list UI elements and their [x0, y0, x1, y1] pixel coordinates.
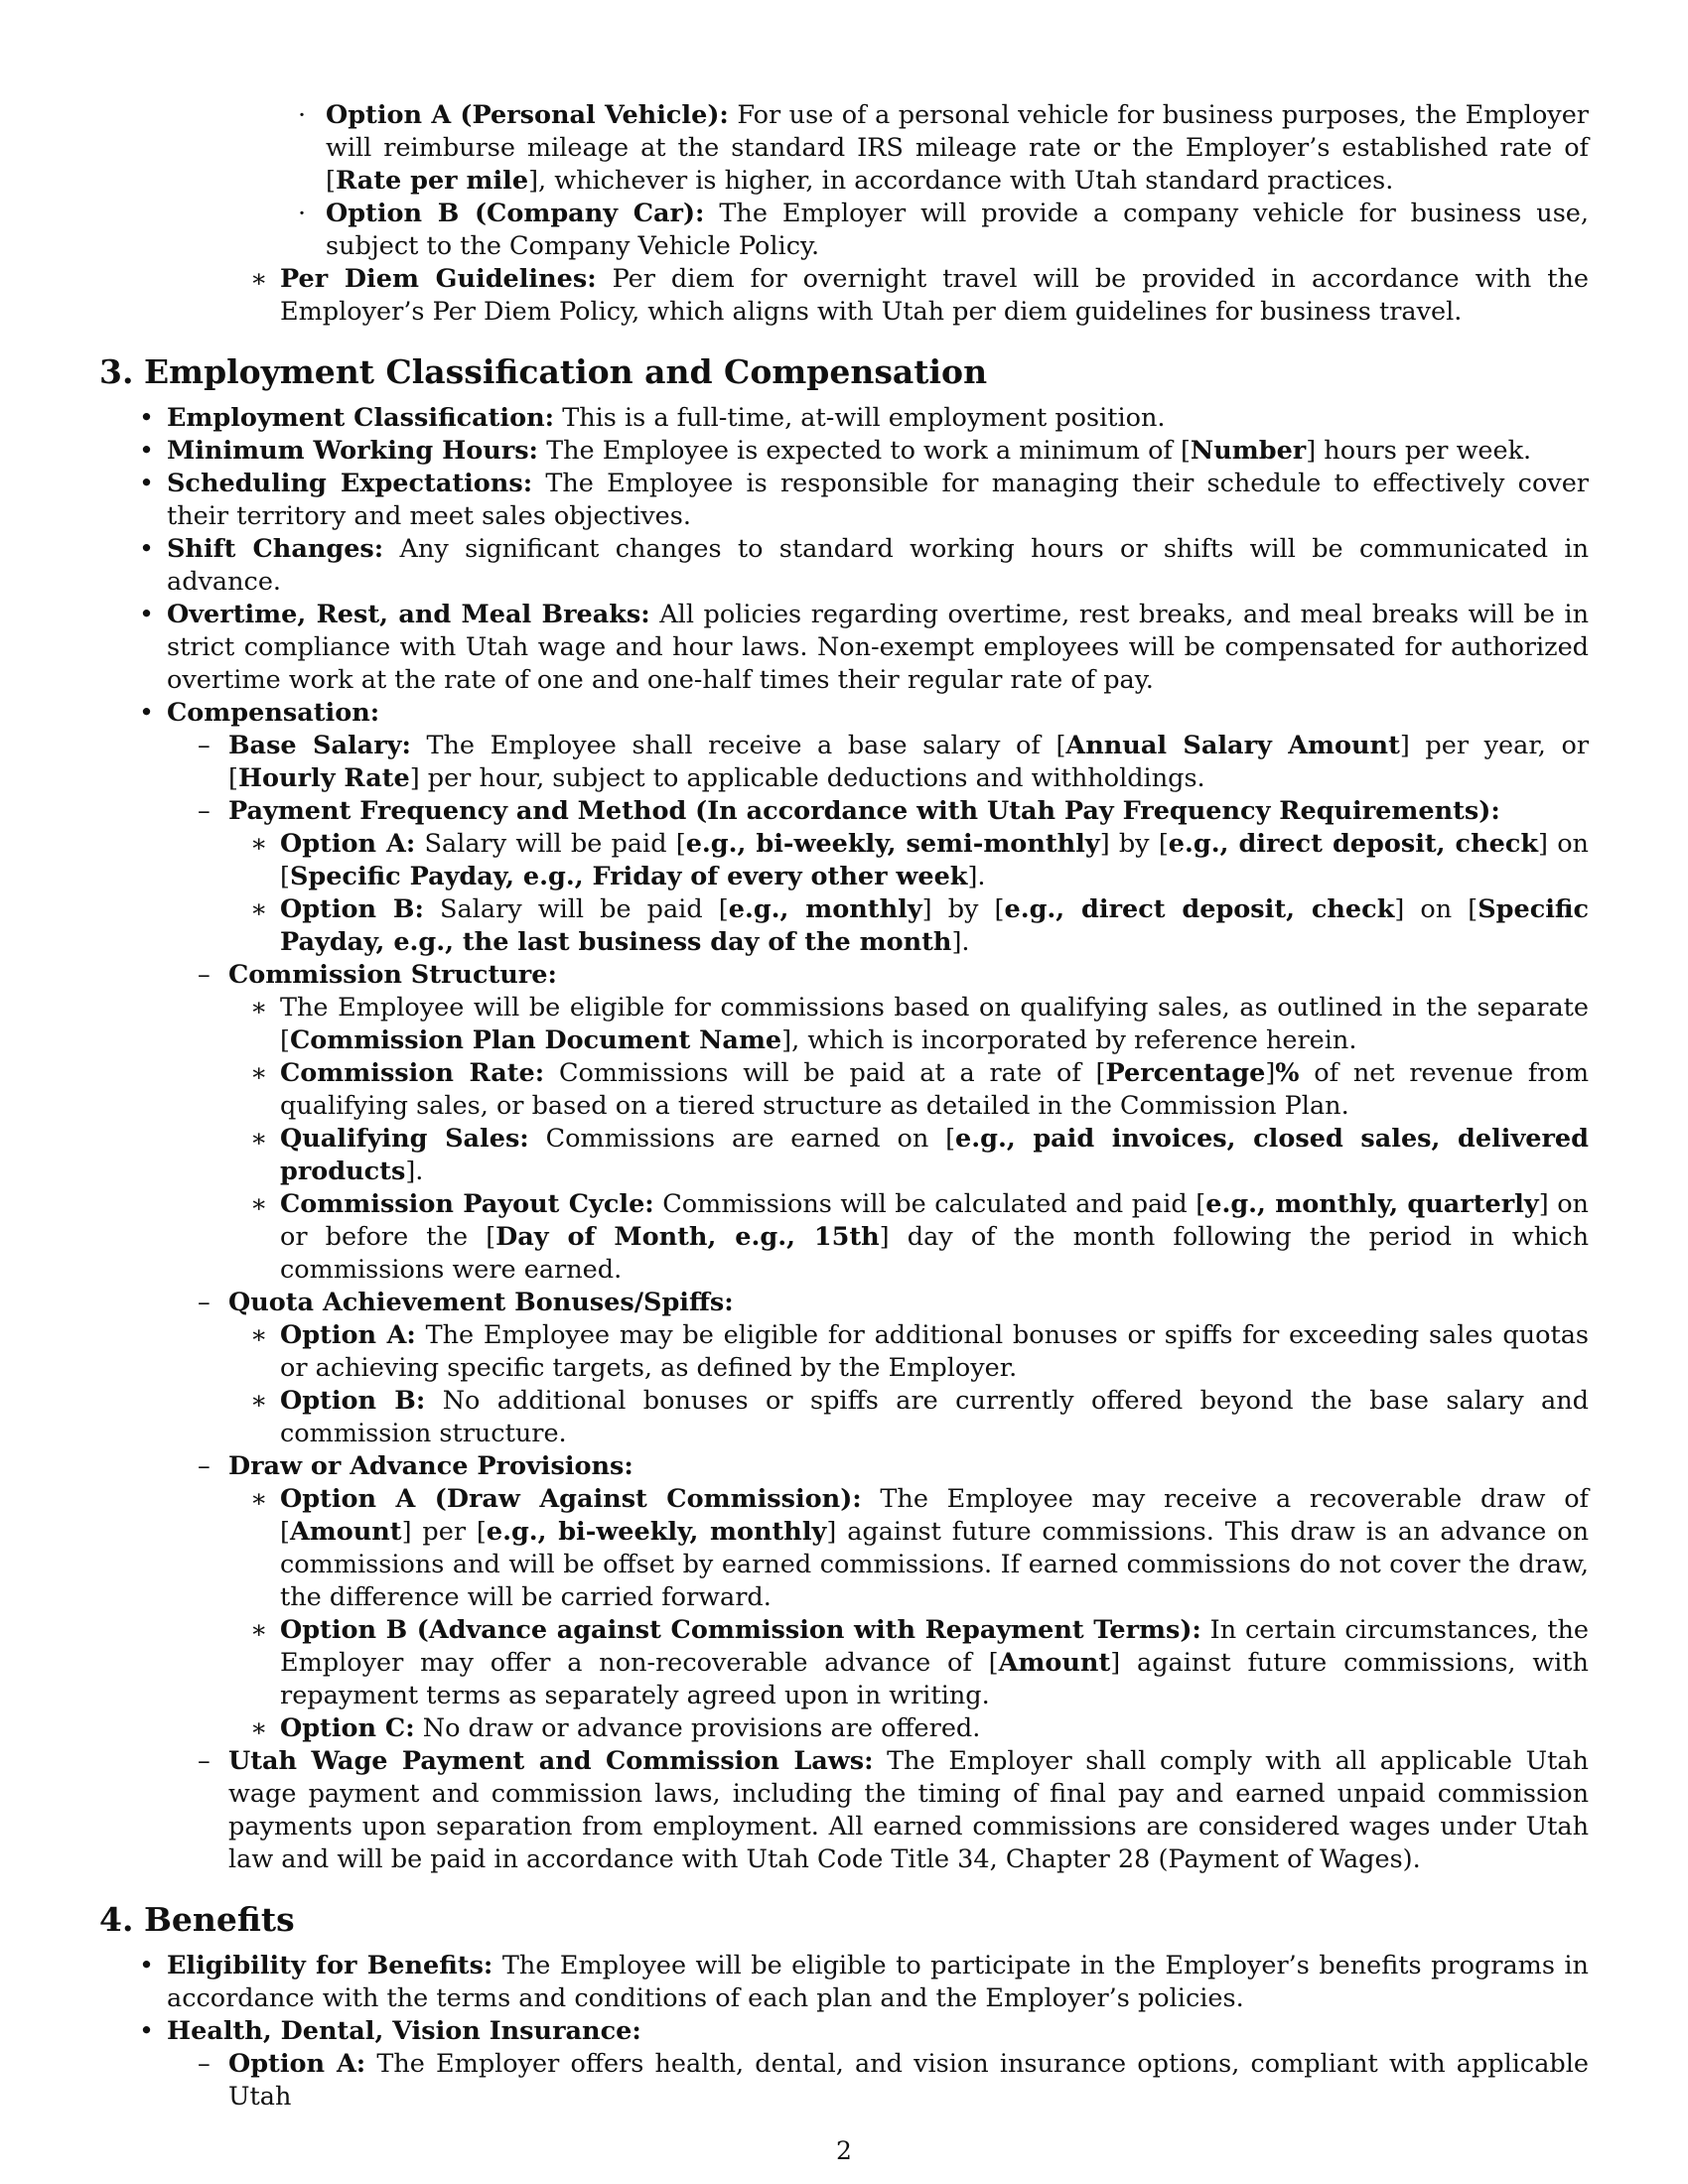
list-marker: • [139, 469, 155, 498]
body-text: Commissions are earned on [ [528, 1124, 956, 1154]
bold-text: e.g., paid invoices, closed sales, delivered products [280, 1124, 1589, 1186]
list-item [198, 1287, 1589, 1319]
list-marker: • [139, 2016, 155, 2046]
bold-text: e.g., direct deposit, check [1004, 894, 1395, 924]
list-marker: – [198, 1288, 211, 1317]
bold-text: Amount [289, 1517, 402, 1547]
section-heading [99, 352, 1589, 392]
body-text: ]. [967, 862, 986, 891]
body-text: ] on [ [1394, 894, 1478, 924]
list-item [250, 1614, 1590, 1712]
list-marker: • [139, 534, 155, 564]
list-marker: ∗ [250, 1124, 268, 1154]
body-text: For use of a personal vehicle for business purposes, the Employer will reimburse mileage at the standard IRS mileage rate or the Employer’s established rate of [ [326, 100, 1589, 196]
list-item [198, 795, 1589, 828]
bold-text: Option B: [280, 894, 424, 924]
bold-text: Overtime, Rest, and Meal Breaks: [167, 600, 650, 629]
body-text: All policies regarding overtime, rest breaks, and meal breaks will be in strict compliance with Utah wage and hour laws. Non-exempt employees will be compensated for authorized overtime work at the rate of one and one-half times their regular rate of pay. [167, 600, 1589, 695]
list-item [139, 2015, 1589, 2048]
list-marker: ∗ [250, 264, 268, 294]
list-marker: · [298, 199, 307, 228]
list-item [250, 828, 1589, 893]
section-number: 4. [99, 1900, 134, 1939]
body-text: The Employer offers health, dental, and vision insurance options, compliant with applicable Utah [228, 2049, 1589, 2112]
list-item [298, 99, 1589, 198]
bold-text: Option A: [280, 829, 416, 859]
bold-text: Annual Salary Amount [1065, 731, 1400, 760]
list-marker: · [298, 100, 307, 130]
body-text: ] [1265, 1058, 1276, 1088]
bold-text: Amount [998, 1648, 1111, 1678]
list-marker: – [198, 1451, 211, 1481]
list-item [139, 402, 1589, 435]
list-item [139, 468, 1589, 533]
list-marker: ∗ [250, 1615, 268, 1645]
list-item [139, 599, 1589, 697]
body-text: Per diem for overnight travel will be provided in accordance with the Employer’s Per Diem Policy, which aligns with Utah per diem guidelines for business travel. [280, 264, 1589, 327]
section-title: Employment Classification and Compensation [144, 352, 988, 391]
bold-text: Scheduling Expectations: [167, 469, 533, 498]
bold-text: Option B: [280, 1386, 426, 1416]
body-text: ] per [ [401, 1517, 487, 1547]
bold-text: Payment Frequency and Method (In accordance with Utah Pay Frequency Requirements): [228, 796, 1500, 826]
list-item [139, 435, 1589, 468]
list-item [250, 1319, 1590, 1385]
body-text: ] against future commissions. This draw is an advance on commissions and will be offset by earned commissions. If earned commissions do not cover the draw, the difference will be carried forward. [280, 1517, 1590, 1612]
list-item [250, 1123, 1589, 1188]
bold-text: e.g., monthly, quarterly [1205, 1189, 1539, 1219]
bold-text: Quota Achievement Bonuses/Spiffs: [228, 1288, 734, 1317]
body-text: Any significant changes to standard working hours or shifts will be communicated in advance. [167, 534, 1589, 597]
list-item [250, 263, 1589, 329]
body-text: The Employee is expected to work a minimum of [ [537, 436, 1191, 466]
body-text: The Employee may be eligible for additional bonuses or spiffs for exceeding sales quotas or achieving specific targets, as defined by the Employer. [280, 1320, 1590, 1383]
bold-text: Option A (Draw Against Commission): [280, 1484, 862, 1514]
body-text: The Employer shall comply with all applicable Utah wage payment and commission laws, including the timing of final pay and earned unpaid commission payments upon separation from employment. All earned commissions are considered wages under Utah law and will be paid in accordance with Utah Code Title 34, Chapter 28 (Payment of Wages). [228, 1746, 1589, 1874]
list-item [198, 959, 1589, 992]
list-marker: ∗ [250, 1189, 268, 1219]
bold-text: Hourly Rate [237, 763, 410, 793]
bold-text: e.g., monthly [728, 894, 922, 924]
list-item [298, 198, 1589, 263]
body-text: ], which is incorporated by reference herein. [781, 1025, 1357, 1055]
list-item [139, 697, 1589, 730]
body-text: ] hours per week. [1306, 436, 1532, 466]
section-heading [99, 1900, 1589, 1940]
list-marker: ∗ [250, 894, 268, 924]
bold-text: Specific Payday, e.g., Friday of every other week [289, 862, 968, 891]
document-body [99, 99, 1589, 2114]
bold-text: Eligibility for Benefits: [167, 1951, 493, 1980]
body-text: The Employee may receive a recoverable draw of [ [280, 1484, 1589, 1547]
body-text: No draw or advance provisions are offered. [414, 1713, 981, 1743]
bold-text: Shift Changes: [167, 534, 384, 564]
list-item [198, 730, 1590, 795]
bold-text: Employment Classification: [167, 403, 555, 433]
body-text: ] per year, or [ [228, 731, 1590, 793]
list-item [198, 1450, 1589, 1483]
body-text: This is a full-time, at-will employment position. [554, 403, 1166, 433]
bold-text: Option B (Company Car): [326, 199, 705, 228]
bold-text: Qualifying Sales: [280, 1124, 529, 1154]
list-marker: • [139, 1951, 155, 1980]
body-text: The Employee is responsible for managing their schedule to effectively cover their territory and meet sales objectives. [167, 469, 1589, 531]
body-text: No additional bonuses or spiffs are currently offered beyond the base salary and commission structure. [280, 1386, 1589, 1448]
body-text: ]. [405, 1157, 424, 1186]
list-marker: • [139, 403, 155, 433]
list-item [198, 1745, 1589, 1876]
body-text: The Employer will provide a company vehicle for business use, subject to the Company Vehicle Policy. [326, 199, 1589, 261]
body-text: Commissions will be paid at a rate of [ [544, 1058, 1106, 1088]
bold-text: Number [1190, 436, 1307, 466]
list-marker: – [198, 960, 211, 990]
bold-text: Commission Rate: [280, 1058, 545, 1088]
body-text: ] per hour, subject to applicable deductions and withholdings. [409, 763, 1205, 793]
list-marker: ∗ [250, 1320, 268, 1350]
body-text: ] by [ [921, 894, 1005, 924]
bold-text: Option C: [280, 1713, 415, 1743]
bold-text: Draw or Advance Provisions: [228, 1451, 633, 1481]
bold-text: Option A: [228, 2049, 366, 2079]
list-marker: – [198, 731, 211, 760]
bold-text: Commission Payout Cycle: [280, 1189, 654, 1219]
list-item [250, 893, 1589, 959]
bold-text: Option B (Advance against Commission with Repayment Terms): [280, 1615, 1201, 1645]
body-text: ], whichever is higher, in accordance with Utah standard practices. [528, 166, 1394, 196]
list-item [250, 1188, 1590, 1287]
list-item [139, 1950, 1589, 2015]
list-marker: – [198, 1746, 211, 1776]
list-marker: ∗ [250, 1058, 268, 1088]
list-item [250, 1712, 1589, 1745]
bold-text: Option A: [280, 1320, 416, 1350]
list-marker: – [198, 2049, 211, 2079]
body-text: Salary will be paid [ [423, 894, 729, 924]
bold-text: Minimum Working Hours: [167, 436, 538, 466]
bold-text: e.g., direct deposit, check [1168, 829, 1539, 859]
list-marker: ∗ [250, 993, 268, 1023]
list-item [250, 1385, 1589, 1450]
list-marker: • [139, 436, 155, 466]
bold-text: e.g., bi-weekly, monthly [486, 1517, 827, 1547]
body-text: ] day of the month following the period in which commissions were earned. [280, 1222, 1590, 1285]
list-marker: – [198, 796, 211, 826]
bold-text: Health, Dental, Vision Insurance: [167, 2016, 641, 2046]
document-page [99, 99, 1589, 2114]
body-text: ] on or before the [ [280, 1189, 1589, 1252]
list-item [250, 1483, 1590, 1614]
bold-text: Percentage [1105, 1058, 1266, 1088]
page-number: 2 [836, 2136, 852, 2165]
body-text: of net revenue from qualifying sales, or based on a tiered structure as detailed in the Commission Plan. [280, 1058, 1590, 1121]
bold-text: Day of Month, e.g., 15th [495, 1222, 880, 1252]
body-text: The Employee will be eligible to participate in the Employer’s benefits programs in accordance with the terms and conditions of each plan and the Employer’s policies. [167, 1951, 1589, 2013]
body-text: ] by [ [1099, 829, 1169, 859]
body-text: Salary will be paid [ [415, 829, 686, 859]
bold-text: Base Salary: [228, 731, 411, 760]
bold-text: Compensation: [167, 698, 380, 728]
bold-text: Commission Plan Document Name [289, 1025, 782, 1055]
bold-text: Rate per mile [335, 166, 529, 196]
bold-text: Option A (Personal Vehicle): [326, 100, 729, 130]
body-text: ] against future commissions, with repayment terms as separately agreed upon in writing. [280, 1648, 1589, 1710]
list-item [198, 2048, 1589, 2114]
bold-text: Commission Structure: [228, 960, 557, 990]
list-marker: ∗ [250, 1713, 268, 1743]
body-text: The Employee shall receive a base salary of [ [410, 731, 1066, 760]
body-text: In certain circumstances, the Employer may offer a non-recoverable advance of [ [280, 1615, 1590, 1678]
list-marker: ∗ [250, 1484, 268, 1514]
section-number: 3. [99, 352, 134, 391]
bold-text: % [1275, 1058, 1300, 1088]
body-text: ] on [ [280, 829, 1589, 891]
list-marker: • [139, 698, 155, 728]
body-text: Commissions will be calculated and paid [ [653, 1189, 1206, 1219]
bold-text: Utah Wage Payment and Commission Laws: [228, 1746, 874, 1776]
bold-text: Specific Payday, e.g., the last business day of the month [280, 894, 1589, 957]
bold-text: Per Diem Guidelines: [280, 264, 597, 294]
list-marker: ∗ [250, 1386, 268, 1416]
body-text: The Employee will be eligible for commissions based on qualifying sales, as outlined in the separate [ [280, 993, 1589, 1055]
bold-text: e.g., bi-weekly, semi-monthly [685, 829, 1100, 859]
body-text: ]. [951, 927, 970, 957]
list-item [250, 992, 1589, 1057]
list-item [250, 1057, 1590, 1123]
list-item [139, 533, 1589, 599]
list-marker: ∗ [250, 829, 268, 859]
list-marker: • [139, 600, 155, 629]
section-title: Benefits [144, 1900, 295, 1939]
